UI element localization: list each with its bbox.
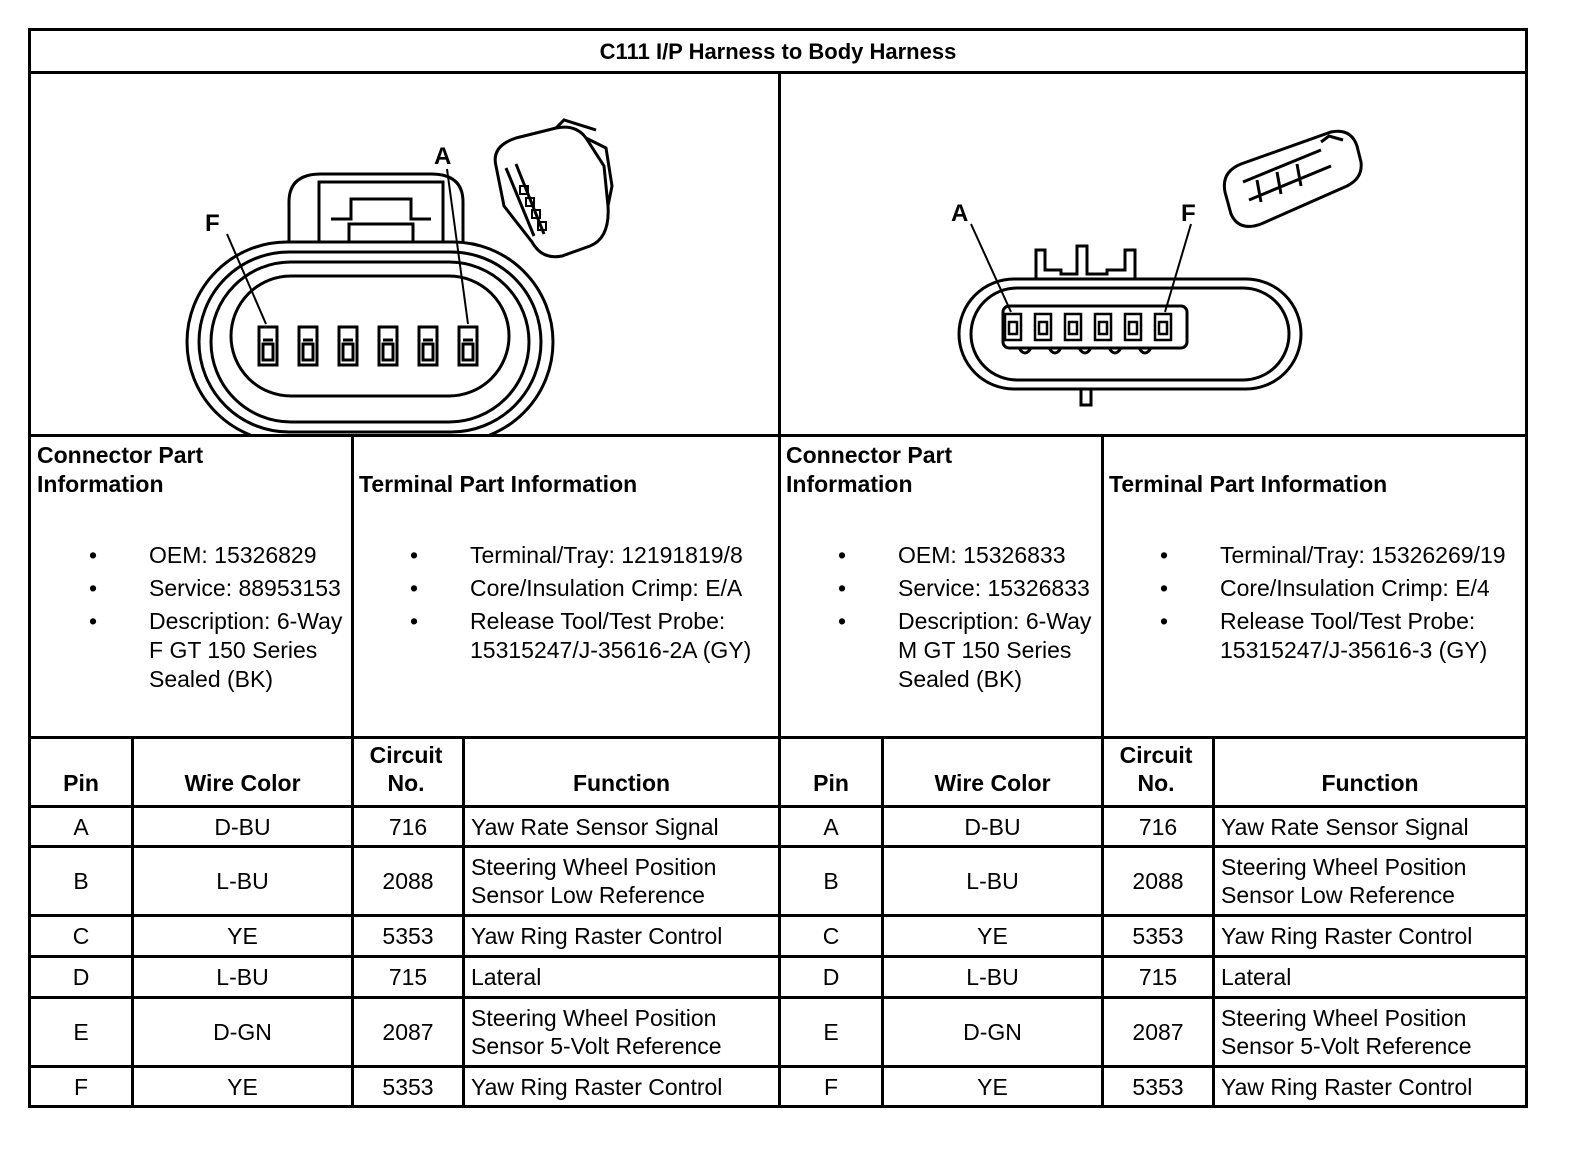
col-header-function-left: Function [572,770,671,796]
cell-circuit: 5353 [1132,923,1184,949]
cell-circuit: 5353 [382,1073,434,1100]
list-item: • Core/Insulation Crimp: E/4 [1154,574,1525,603]
cell-pin: C [822,923,840,949]
cell-wire-color: D-GN [963,1019,1022,1045]
cell-function: Lateral [471,964,542,990]
cell-wire-color: D-BU [214,813,271,840]
cell-pin: A [73,813,89,840]
list-item: • Terminal/Tray: 12191819/8 [404,541,778,570]
terminal-info-list-right [1154,541,1525,669]
cell-circuit: 5353 [1132,1073,1184,1100]
cell-wire-color: L-BU [216,964,269,990]
list-item: • Service: 15326833 [832,574,1100,603]
terminal-info-heading-right: Terminal Part Information [1109,471,1388,497]
cell-circuit: 2087 [1132,1019,1184,1045]
cell-function: Yaw Ring Raster Control [1221,1073,1473,1100]
col-header-circuit-right: Circuit No. [1119,742,1193,796]
cell-pin: F [823,1073,839,1100]
col-header-circuit-left: Circuit No. [369,742,443,796]
cell-circuit: 5353 [382,923,434,949]
pin-label-a-right: A [951,200,969,227]
cell-pin: B [73,868,89,894]
cell-function: Steering Wheel Position Sensor 5-Volt Reference [1221,1005,1472,1059]
list-item: • Release Tool/Test Probe: 15315247/J-35616-3 (GY) [1154,607,1525,665]
list-item: • Service: 88953153 [83,574,351,603]
cell-wire-color: D-BU [964,813,1021,840]
pin-label-a-left: A [434,143,452,170]
cell-circuit: 716 [388,813,428,840]
cell-pin: E [823,1019,839,1045]
list-item: • Terminal/Tray: 15326269/19 [1154,541,1525,570]
cell-wire-color: L-BU [966,964,1019,990]
cell-function: Yaw Rate Sensor Signal [1221,813,1469,840]
cell-circuit: 716 [1138,813,1178,840]
terminal-info-heading-left: Terminal Part Information [359,471,638,497]
cell-pin: D [822,964,840,990]
sheet-title: C111 I/P Harness to Body Harness [599,39,957,64]
pin-label-f-right: F [1181,200,1196,227]
cell-function: Steering Wheel Position Sensor 5-Volt Reference [471,1005,722,1059]
cell-wire-color: YE [977,923,1008,949]
female-connector-diagram [31,74,778,434]
cell-wire-color: L-BU [216,868,269,894]
cell-wire-color: YE [227,923,258,949]
col-header-pin-right: Pin [813,770,849,796]
pin-label-f-left: F [205,210,220,237]
cell-circuit: 2087 [382,1019,434,1045]
cell-wire-color: L-BU [966,868,1019,894]
cell-circuit: 715 [388,964,428,990]
connector-info-list-left [83,541,351,698]
col-header-wire-left: Wire Color [184,770,301,796]
connector-info-list-right [832,541,1100,698]
list-item: • Description: 6-Way M GT 150 Series Sealed (BK) [832,607,1100,694]
col-header-wire-right: Wire Color [934,770,1051,796]
cell-pin: F [73,1073,89,1100]
col-header-function-right: Function [1321,770,1419,796]
list-item: • Description: 6-Way F GT 150 Series Sealed (BK) [83,607,351,694]
cell-circuit: 2088 [1132,868,1184,894]
col-header-pin-left: Pin [63,770,99,796]
cell-pin: E [73,1019,89,1045]
connector-info-heading-right: Connector Part Information [786,442,953,497]
cell-circuit: 2088 [382,868,434,894]
list-item: • OEM: 15326833 [832,541,1100,570]
cell-wire-color: YE [227,1073,258,1100]
cell-function: Steering Wheel Position Sensor Low Reference [1221,854,1467,908]
list-item: • Release Tool/Test Probe: 15315247/J-35616-2A (GY) [404,607,778,665]
list-item: • Core/Insulation Crimp: E/A [404,574,778,603]
connector-info-heading-left: Connector Part Information [37,442,204,497]
cell-pin: D [72,964,90,990]
cell-function: Yaw Ring Raster Control [471,923,723,949]
cell-pin: B [823,868,839,894]
cell-pin: C [72,923,90,949]
male-connector-diagram [781,74,1525,434]
cell-function: Yaw Ring Raster Control [1221,923,1473,949]
terminal-info-list-left [404,541,778,669]
cell-function: Lateral [1221,964,1292,990]
cell-function: Yaw Ring Raster Control [471,1073,723,1100]
cell-wire-color: D-GN [213,1019,272,1045]
cell-pin: A [823,813,839,840]
cell-function: Steering Wheel Position Sensor Low Reference [471,854,717,908]
cell-circuit: 715 [1138,964,1178,990]
list-item: • OEM: 15326829 [83,541,351,570]
cell-function: Yaw Rate Sensor Signal [471,813,719,840]
cell-wire-color: YE [977,1073,1008,1100]
connector-sheet [28,28,1528,1108]
